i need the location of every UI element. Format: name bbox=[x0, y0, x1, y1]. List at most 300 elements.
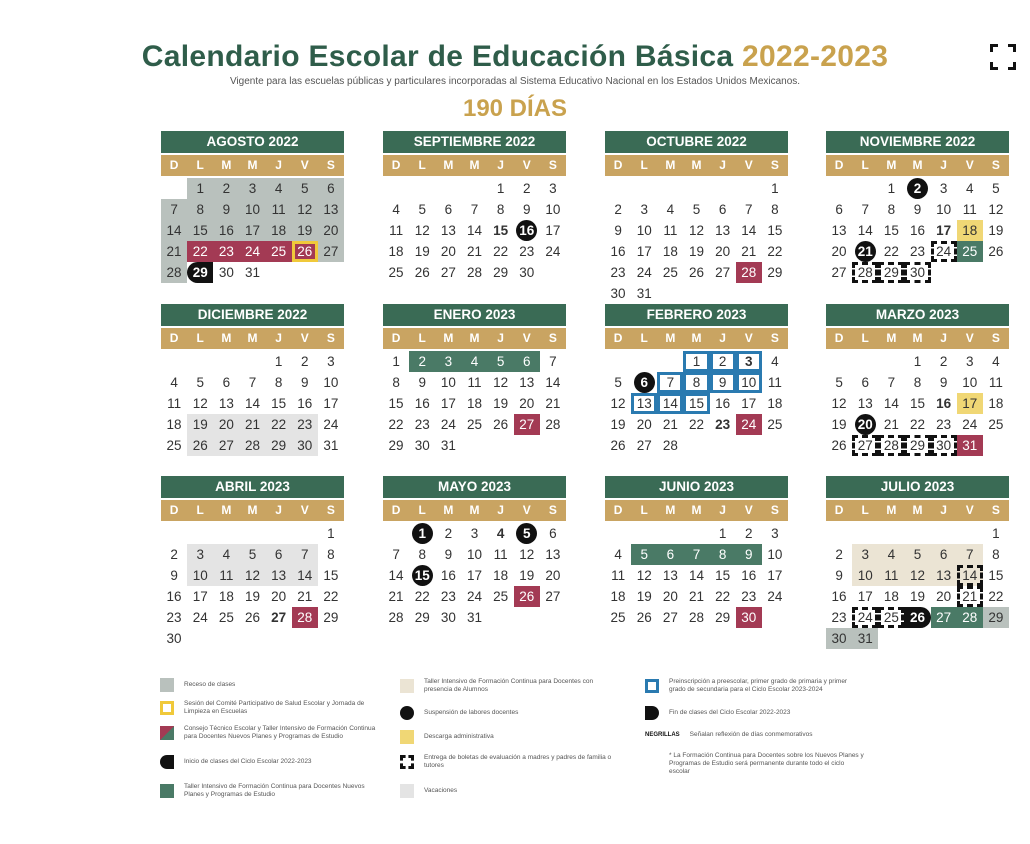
day-cell: 2 bbox=[523, 181, 531, 196]
weekday-label: M bbox=[691, 503, 702, 517]
day-cell: 19 bbox=[414, 244, 430, 259]
day-cell: 5 bbox=[614, 375, 622, 390]
day-cell: 13 bbox=[440, 223, 456, 238]
weekday-label: D bbox=[391, 158, 401, 172]
day-cell: 25 bbox=[662, 265, 678, 280]
legend-item bbox=[645, 706, 865, 720]
weekday-label: J bbox=[275, 503, 282, 517]
legend-swatch bbox=[160, 678, 174, 692]
day-cell: 31 bbox=[957, 435, 983, 456]
day-cell: 15 bbox=[988, 568, 1004, 583]
day-cell: 22 bbox=[187, 241, 213, 262]
day-cell: 10 bbox=[323, 375, 339, 390]
day-cell: 13 bbox=[931, 565, 957, 586]
weekday-label: V bbox=[965, 158, 974, 172]
day-cell: 2 bbox=[170, 547, 178, 562]
day-cell: 16 bbox=[610, 244, 626, 259]
day-cell: 22 bbox=[988, 589, 1004, 604]
day-cell: 8 bbox=[992, 547, 1000, 562]
legend-label: Descarga administrativa bbox=[424, 733, 494, 740]
day-cell: 5 bbox=[239, 544, 265, 565]
weekday-label: L bbox=[196, 331, 204, 345]
legend-swatch bbox=[160, 784, 174, 798]
day-cell: 7 bbox=[248, 375, 257, 390]
day-cell: 25 bbox=[957, 241, 983, 262]
day-cell: 29 bbox=[715, 610, 731, 625]
weekday-label: L bbox=[418, 158, 426, 172]
day-cell: 3 bbox=[435, 351, 461, 372]
day-cell: 7 bbox=[861, 202, 869, 217]
day-cell: 23 bbox=[292, 414, 318, 435]
day-cell: 29 bbox=[323, 610, 339, 625]
day-cell: 3 bbox=[239, 178, 265, 199]
day-cell: 19 bbox=[831, 417, 847, 432]
day-cell: 10 bbox=[545, 202, 561, 217]
day-cell: 16 bbox=[414, 396, 430, 411]
legend-item bbox=[400, 784, 620, 798]
weekday-label: V bbox=[744, 503, 753, 517]
weekday-row bbox=[383, 328, 566, 349]
legend-label: Fin de clases del Ciclo Escolar 2022-2023 bbox=[669, 709, 791, 716]
weekday-label: S bbox=[991, 158, 1000, 172]
day-cell: 18 bbox=[883, 589, 899, 604]
day-cell: 20 bbox=[855, 414, 876, 435]
legend-swatch bbox=[160, 726, 174, 740]
day-cell: 2 bbox=[301, 354, 309, 369]
legend-swatch bbox=[645, 679, 659, 693]
day-cell: 28 bbox=[662, 438, 678, 453]
day-cell: 9 bbox=[710, 372, 736, 393]
day-cell: 24 bbox=[323, 417, 339, 432]
day-cell: 22 bbox=[909, 417, 925, 432]
day-cell: 1 bbox=[887, 181, 896, 196]
day-cell: 28 bbox=[466, 265, 482, 280]
title-text: Calendario Escolar de Educación Básica bbox=[141, 40, 734, 73]
day-cell: 26 bbox=[244, 610, 260, 625]
day-cell: 14 bbox=[657, 393, 683, 414]
day-cell: 17 bbox=[466, 568, 482, 583]
days-grid bbox=[605, 178, 788, 304]
day-cell: 17 bbox=[857, 589, 873, 604]
day-cell: 15 bbox=[323, 568, 339, 583]
month-noviembre-2022 bbox=[826, 131, 1009, 283]
day-cell: 5 bbox=[488, 351, 514, 372]
day-cell: 29 bbox=[983, 607, 1009, 628]
day-cell: 2 bbox=[444, 526, 453, 541]
day-cell: 21 bbox=[855, 241, 876, 262]
day-cell: 25 bbox=[767, 417, 783, 432]
weekday-label: M bbox=[221, 503, 232, 517]
weekday-label: V bbox=[300, 503, 309, 517]
day-cell: 11 bbox=[878, 565, 904, 586]
day-cell: 15 bbox=[883, 223, 899, 238]
day-cell: 24 bbox=[466, 589, 482, 604]
legend-label: Taller Intensivo de Formación Continua para Docentes Nuevos Planes y Programas de Estudio bbox=[184, 783, 365, 798]
month-header: SEPTIEMBRE 2022 bbox=[383, 131, 566, 153]
day-cell: 1 bbox=[412, 523, 433, 544]
day-cell: 25 bbox=[388, 265, 404, 280]
day-cell: 8 bbox=[683, 372, 709, 393]
day-cell: 8 bbox=[187, 199, 213, 220]
weekday-row bbox=[383, 155, 566, 176]
day-cell: 6 bbox=[222, 375, 231, 390]
day-cell: 20 bbox=[519, 396, 535, 411]
day-cell: 20 bbox=[271, 589, 287, 604]
day-cell: 9 bbox=[444, 547, 453, 562]
weekday-label: D bbox=[834, 503, 844, 517]
day-cell: 15 bbox=[909, 396, 925, 411]
legend-label: Inicio de clases del Ciclo Escolar 2022-2023 bbox=[184, 758, 312, 765]
day-cell: 27 bbox=[715, 265, 731, 280]
day-cell: 30 bbox=[904, 262, 930, 283]
day-cell: 30 bbox=[166, 631, 182, 646]
day-cell: 11 bbox=[167, 396, 182, 411]
day-cell: 7 bbox=[887, 375, 896, 390]
day-cell: 14 bbox=[857, 223, 873, 238]
day-cell: 14 bbox=[161, 220, 187, 241]
day-cell: 8 bbox=[496, 202, 505, 217]
day-cell: 10 bbox=[962, 375, 978, 390]
day-cell: 27 bbox=[545, 589, 561, 604]
day-cell: 31 bbox=[244, 265, 260, 280]
legend-label: Suspensión de labores docentes bbox=[424, 709, 519, 716]
day-cell: 30 bbox=[519, 265, 535, 280]
day-cell: 23 bbox=[831, 610, 847, 625]
days-grid bbox=[383, 351, 566, 456]
day-cell: 6 bbox=[266, 544, 292, 565]
day-cell: 4 bbox=[461, 351, 487, 372]
day-cell: 19 bbox=[493, 396, 509, 411]
legend-label: Preinscripción a preescolar, primer grado de primaria y primer grado de secundaria para el Ciclo Escolar 2023-2024 bbox=[669, 678, 848, 693]
day-cell: 12 bbox=[988, 202, 1004, 217]
day-cell: 17 bbox=[545, 223, 561, 238]
day-cell: 18 bbox=[218, 589, 234, 604]
day-cell: 17 bbox=[192, 589, 208, 604]
day-cell: 28 bbox=[545, 417, 561, 432]
day-cell: 2 bbox=[907, 178, 928, 199]
day-cell: 25 bbox=[466, 417, 482, 432]
day-cell: 18 bbox=[493, 568, 509, 583]
weekday-label: L bbox=[196, 158, 204, 172]
day-cell: 9 bbox=[301, 375, 309, 390]
day-cell: 29 bbox=[266, 435, 292, 456]
day-cell: 29 bbox=[878, 262, 904, 283]
day-cell: 3 bbox=[939, 181, 948, 196]
legend-swatch bbox=[400, 679, 414, 693]
day-cell: 22 bbox=[388, 417, 404, 432]
legend-swatch bbox=[645, 706, 659, 720]
day-cell: 13 bbox=[857, 396, 873, 411]
day-cell: 10 bbox=[852, 565, 878, 586]
day-cell: 19 bbox=[610, 417, 626, 432]
month-diciembre-2022 bbox=[161, 304, 344, 456]
day-cell: 18 bbox=[988, 396, 1004, 411]
legend-label: Consejo Técnico Escolar y Taller Intensivo de Formación Continua para Docentes Nuevos Planes y Programas de Estudio bbox=[184, 725, 376, 740]
weekday-label: M bbox=[691, 158, 702, 172]
day-cell: 30 bbox=[826, 628, 852, 649]
weekday-label: J bbox=[940, 331, 947, 345]
day-cell: 21 bbox=[388, 589, 404, 604]
day-cell: 29 bbox=[187, 262, 213, 283]
day-cell: 27 bbox=[931, 607, 957, 628]
day-cell: 9 bbox=[736, 544, 762, 565]
day-cell: 1 bbox=[496, 181, 505, 196]
legend-label: Receso de clases bbox=[184, 681, 236, 688]
day-cell: 8 bbox=[392, 375, 400, 390]
day-cell: 14 bbox=[741, 223, 757, 238]
day-cell: 27 bbox=[662, 610, 678, 625]
day-cell: 15 bbox=[767, 223, 783, 238]
day-cell: 30 bbox=[218, 265, 234, 280]
day-cell: 28 bbox=[852, 262, 878, 283]
day-cell: 12 bbox=[519, 547, 535, 562]
day-cell: 29 bbox=[414, 610, 430, 625]
day-cell: 21 bbox=[957, 586, 983, 607]
weekday-row bbox=[383, 500, 566, 521]
day-cell: 30 bbox=[931, 435, 957, 456]
day-cell: 1 bbox=[683, 351, 709, 372]
day-cell: 16 bbox=[909, 223, 925, 238]
day-cell: 28 bbox=[292, 607, 318, 628]
legend-item bbox=[160, 755, 380, 769]
day-cell: 12 bbox=[239, 565, 265, 586]
day-cell: 13 bbox=[831, 223, 847, 238]
days-grid bbox=[605, 351, 788, 456]
day-cell: 30 bbox=[610, 286, 626, 301]
day-cell: 4 bbox=[666, 202, 675, 217]
day-cell: 13 bbox=[662, 568, 678, 583]
day-cell: 9 bbox=[913, 202, 922, 217]
day-cell: 14 bbox=[545, 375, 561, 390]
day-cell: 25 bbox=[266, 241, 292, 262]
fullscreen-icon[interactable] bbox=[990, 44, 1016, 70]
day-cell: 24 bbox=[636, 265, 652, 280]
day-cell: 6 bbox=[718, 202, 727, 217]
day-cell: 23 bbox=[519, 244, 535, 259]
weekday-label: M bbox=[247, 331, 258, 345]
day-cell: 22 bbox=[414, 589, 430, 604]
day-cell: 21 bbox=[161, 241, 187, 262]
day-cell: 4 bbox=[392, 202, 400, 217]
month-header: NOVIEMBRE 2022 bbox=[826, 131, 1009, 153]
day-cell: 13 bbox=[218, 396, 234, 411]
day-cell: 21 bbox=[297, 589, 313, 604]
day-cell: 17 bbox=[741, 396, 757, 411]
weekday-row bbox=[161, 155, 344, 176]
day-cell: 16 bbox=[516, 220, 537, 241]
weekday-label: D bbox=[613, 331, 623, 345]
day-cell: 7 bbox=[549, 354, 557, 369]
day-cell: 31 bbox=[440, 438, 456, 453]
month-junio-2023 bbox=[605, 476, 788, 628]
weekday-label: J bbox=[719, 503, 726, 517]
day-cell: 11 bbox=[389, 223, 404, 238]
day-cell: 24 bbox=[192, 610, 208, 625]
weekday-label: J bbox=[719, 158, 726, 172]
day-cell: 13 bbox=[631, 393, 657, 414]
day-cell: 2 bbox=[745, 526, 753, 541]
month-septiembre-2022 bbox=[383, 131, 566, 283]
day-cell: 30 bbox=[292, 435, 318, 456]
day-cell: 22 bbox=[493, 244, 509, 259]
legend-item bbox=[160, 725, 380, 741]
day-cell: 17 bbox=[936, 223, 952, 238]
day-cell: 23 bbox=[715, 417, 731, 432]
day-cell: 2 bbox=[835, 547, 843, 562]
day-cell: 29 bbox=[493, 265, 509, 280]
weekday-label: L bbox=[861, 331, 869, 345]
day-cell: 22 bbox=[688, 417, 704, 432]
day-cell: 5 bbox=[292, 178, 318, 199]
day-cell: 20 bbox=[831, 244, 847, 259]
day-cell: 19 bbox=[909, 589, 925, 604]
weekday-label: M bbox=[247, 158, 258, 172]
weekday-label: S bbox=[991, 503, 1000, 517]
day-cell: 7 bbox=[161, 199, 187, 220]
legend-swatch bbox=[160, 701, 174, 715]
weekday-label: L bbox=[418, 331, 426, 345]
day-cell: 27 bbox=[831, 265, 847, 280]
legend-item bbox=[400, 706, 620, 720]
day-cell: 22 bbox=[266, 414, 292, 435]
day-cell: 7 bbox=[392, 547, 400, 562]
weekday-label: V bbox=[744, 331, 753, 345]
weekday-label: J bbox=[719, 331, 726, 345]
day-cell: 16 bbox=[440, 568, 456, 583]
day-cell: 4 bbox=[213, 544, 239, 565]
day-cell: 9 bbox=[614, 223, 622, 238]
day-cell: 30 bbox=[440, 610, 456, 625]
legend-item bbox=[645, 728, 865, 742]
day-cell: 14 bbox=[292, 565, 318, 586]
weekday-label: J bbox=[497, 503, 504, 517]
day-cell: 20 bbox=[936, 589, 952, 604]
weekday-label: L bbox=[861, 158, 869, 172]
days-grid bbox=[383, 523, 566, 628]
day-cell: 4 bbox=[992, 354, 1000, 369]
month-agosto-2022 bbox=[161, 131, 344, 283]
weekday-label: M bbox=[665, 331, 676, 345]
legend-label: * La Formación Continua para Docentes sobre los Nuevos Planes y Programas de Estudio será permanente durante todo el ciclo escolar bbox=[669, 752, 864, 775]
day-cell: 14 bbox=[957, 565, 983, 586]
day-cell: 24 bbox=[931, 241, 957, 262]
day-cell: 23 bbox=[166, 610, 182, 625]
day-cell: 12 bbox=[904, 565, 930, 586]
month-header: ENERO 2023 bbox=[383, 304, 566, 326]
day-cell: 19 bbox=[688, 244, 704, 259]
day-cell: 15 bbox=[388, 396, 404, 411]
weekday-label: L bbox=[640, 331, 648, 345]
weekday-label: L bbox=[861, 503, 869, 517]
weekday-row bbox=[605, 500, 788, 521]
day-cell: 23 bbox=[610, 265, 626, 280]
day-cell: 24 bbox=[736, 414, 762, 435]
day-cell: 3 bbox=[187, 544, 213, 565]
days-grid bbox=[161, 523, 344, 649]
day-cell: 26 bbox=[514, 586, 540, 607]
weekday-label: L bbox=[640, 503, 648, 517]
weekday-label: L bbox=[640, 158, 648, 172]
day-cell: 10 bbox=[767, 547, 783, 562]
day-cell: 8 bbox=[327, 547, 335, 562]
day-cell: 15 bbox=[271, 396, 287, 411]
day-cell: 4 bbox=[878, 544, 904, 565]
day-cell: 12 bbox=[636, 568, 652, 583]
day-cell: 27 bbox=[271, 610, 287, 625]
day-cell: 3 bbox=[771, 526, 779, 541]
day-cell: 3 bbox=[549, 181, 557, 196]
day-cell: 7 bbox=[957, 544, 983, 565]
month-header: MARZO 2023 bbox=[826, 304, 1009, 326]
day-cell: 18 bbox=[388, 244, 404, 259]
day-cell: 11 bbox=[962, 202, 977, 217]
day-cell: 16 bbox=[741, 568, 757, 583]
weekday-label: D bbox=[613, 503, 623, 517]
day-cell: 6 bbox=[549, 526, 557, 541]
day-cell: 9 bbox=[835, 568, 843, 583]
day-cell: 20 bbox=[213, 414, 239, 435]
day-cell: 11 bbox=[493, 547, 508, 562]
weekday-label: S bbox=[326, 503, 335, 517]
day-cell: 28 bbox=[388, 610, 404, 625]
day-cell: 26 bbox=[831, 438, 847, 453]
month-header: DICIEMBRE 2022 bbox=[161, 304, 344, 326]
day-cell: 25 bbox=[493, 589, 509, 604]
total-days: 190 DÍAS bbox=[462, 95, 568, 122]
day-cell: 26 bbox=[414, 265, 430, 280]
day-cell: 14 bbox=[883, 396, 899, 411]
day-cell: 2 bbox=[710, 351, 736, 372]
day-cell: 1 bbox=[392, 354, 400, 369]
day-cell: 11 bbox=[663, 223, 678, 238]
day-cell: 7 bbox=[657, 372, 683, 393]
day-cell: 15 bbox=[412, 565, 433, 586]
day-cell: 20 bbox=[662, 589, 678, 604]
day-cell: 18 bbox=[266, 220, 292, 241]
day-cell: 14 bbox=[388, 568, 404, 583]
legend-label: Entrega de boletas de evaluación a madres y padres de familia o tutores bbox=[424, 754, 612, 769]
day-cell: 27 bbox=[318, 241, 344, 262]
day-cell: 8 bbox=[771, 202, 779, 217]
day-cell: 4 bbox=[266, 178, 292, 199]
weekday-row bbox=[605, 328, 788, 349]
weekday-label: D bbox=[834, 158, 844, 172]
page-title bbox=[0, 40, 1030, 74]
day-cell: 22 bbox=[323, 589, 339, 604]
weekday-label: M bbox=[221, 331, 232, 345]
day-cell: 9 bbox=[939, 375, 948, 390]
day-cell: 29 bbox=[904, 435, 930, 456]
day-cell: 26 bbox=[988, 244, 1004, 259]
weekday-label: V bbox=[522, 503, 531, 517]
day-cell: 2 bbox=[939, 354, 948, 369]
weekday-row bbox=[161, 500, 344, 521]
day-cell: 21 bbox=[883, 417, 899, 432]
weekday-label: S bbox=[991, 331, 1000, 345]
day-cell: 21 bbox=[466, 244, 482, 259]
day-cell: 4 bbox=[771, 354, 779, 369]
day-cell: 19 bbox=[988, 223, 1004, 238]
day-cell: 24 bbox=[545, 244, 561, 259]
day-cell: 23 bbox=[741, 589, 757, 604]
weekday-label: M bbox=[886, 158, 897, 172]
day-cell: 17 bbox=[636, 244, 652, 259]
day-cell: 24 bbox=[239, 241, 265, 262]
day-cell: 6 bbox=[634, 372, 655, 393]
weekday-label: M bbox=[912, 331, 923, 345]
day-cell: 25 bbox=[988, 417, 1004, 432]
days-grid bbox=[826, 523, 1009, 649]
